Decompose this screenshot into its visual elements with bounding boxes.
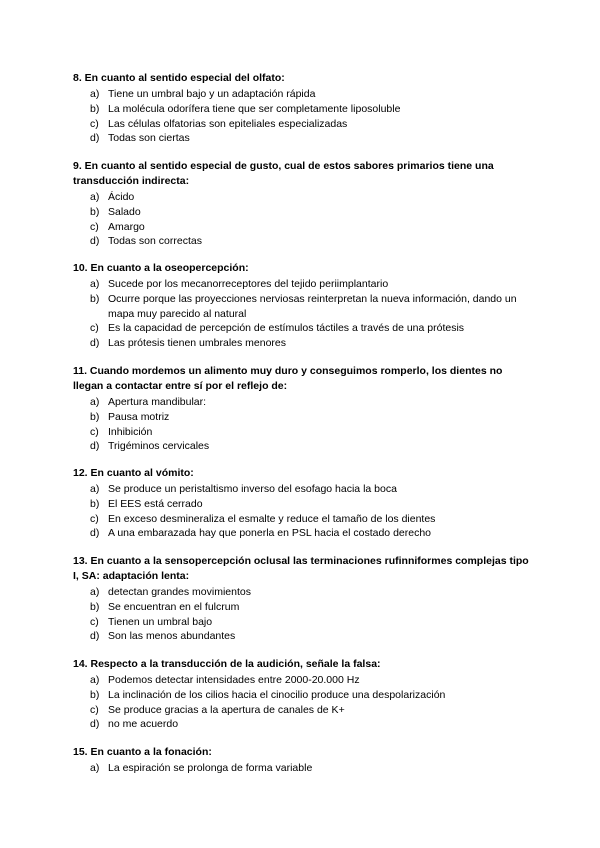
- option-text: no me acuerdo: [108, 718, 179, 731]
- option-c: [73, 512, 533, 527]
- question-title: 11. Cuando mordemos un alimento muy duro y conseguimos romperlo, los dientes no llegan a contactar entre sí por el reflejo de:: [73, 365, 503, 392]
- option-label: c): [90, 220, 99, 233]
- option-c: [73, 703, 533, 718]
- option-a: [73, 87, 533, 102]
- question-title: 8. En cuanto al sentido especial del olfato:: [73, 72, 285, 84]
- option-label: b): [90, 410, 100, 423]
- option-a: [73, 277, 533, 292]
- option-label: b): [90, 205, 100, 218]
- question-14: [73, 657, 533, 732]
- option-c: [73, 425, 533, 440]
- option-d: [73, 439, 533, 454]
- option-label: c): [90, 703, 99, 716]
- option-text: detectan grandes movimientos: [108, 586, 251, 598]
- option-text: Es la capacidad de percepción de estímulos táctiles a través de una prótesis: [108, 322, 465, 335]
- question-13: [73, 554, 533, 644]
- option-d: [73, 336, 533, 351]
- option-text: En exceso desmineraliza el esmalte y reduce el tamaño de los dientes: [108, 512, 436, 525]
- option-text: Se produce un peristaltismo inverso del esofago hacia la boca: [108, 483, 397, 495]
- question-15: [73, 745, 533, 776]
- option-label: d): [90, 337, 100, 350]
- option-text: Tienen un umbral bajo: [108, 615, 213, 628]
- option-a: [73, 585, 533, 600]
- option-b: [73, 410, 533, 425]
- option-text: Todas son ciertas: [108, 132, 190, 145]
- option-label: c): [90, 322, 99, 335]
- option-text: Pausa motriz: [108, 410, 170, 423]
- option-label: a): [90, 191, 100, 203]
- option-label: c): [90, 615, 99, 628]
- question-title: 15. En cuanto a la fonación:: [73, 746, 212, 758]
- option-a: [73, 395, 533, 410]
- option-text: Podemos detectar intensidades entre 2000-20.000 Hz: [108, 674, 360, 686]
- question-10: [73, 261, 533, 351]
- option-label: c): [90, 425, 99, 438]
- question-title: 10. En cuanto a la oseopercepción:: [73, 262, 249, 274]
- question-8: [73, 71, 533, 146]
- option-text: Las células olfatorias son epiteliales especializadas: [108, 117, 348, 130]
- option-a: [73, 190, 533, 205]
- option-a: [73, 482, 533, 497]
- question-11: [73, 364, 533, 454]
- option-list: [73, 585, 533, 644]
- option-label: d): [90, 718, 100, 731]
- option-text: La espiración se prolonga de forma variable: [108, 762, 313, 774]
- question-title: 13. En cuanto a la sensopercepción oclusal las terminaciones rufinniformes complejas tipo I, SA: adaptación lenta:: [73, 555, 529, 582]
- question-9: [73, 159, 533, 249]
- option-label: a): [90, 396, 100, 408]
- question-title: 9. En cuanto al sentido especial de gusto, cual de estos sabores primarios tiene una transducción indirecta:: [73, 160, 494, 187]
- option-text: El EES está cerrado: [108, 497, 203, 510]
- option-list: [73, 87, 533, 146]
- option-list: [73, 190, 533, 249]
- option-text: Apertura mandibular:: [108, 396, 207, 408]
- option-label: a): [90, 762, 100, 774]
- option-text: Se produce gracias a la apertura de canales de K+: [108, 703, 345, 716]
- option-text: Tiene un umbral bajo y un adaptación rápida: [108, 88, 316, 100]
- option-a: [73, 673, 533, 688]
- option-text: Amargo: [108, 220, 145, 233]
- option-label: b): [90, 102, 100, 115]
- option-b: [73, 600, 533, 615]
- option-text: Son las menos abundantes: [108, 630, 236, 643]
- option-c: [73, 220, 533, 235]
- option-text: Sucede por los mecanorreceptores del tejido periimplantario: [108, 278, 389, 290]
- option-label: d): [90, 527, 100, 540]
- option-label: d): [90, 440, 100, 453]
- option-text: Se encuentran en el fulcrum: [108, 600, 240, 613]
- option-b: [73, 688, 533, 703]
- option-list: [73, 277, 533, 351]
- option-label: a): [90, 88, 100, 100]
- option-label: a): [90, 674, 100, 686]
- option-b: [73, 497, 533, 512]
- option-list: [73, 482, 533, 541]
- option-label: b): [90, 600, 100, 613]
- option-label: a): [90, 483, 100, 495]
- option-text: Ácido: [108, 191, 135, 203]
- option-c: [73, 117, 533, 132]
- option-c: [73, 615, 533, 630]
- option-text: Trigéminos cervicales: [108, 440, 210, 453]
- option-text: Ocurre porque las proyecciones nerviosas reinterpretan la nueva información, dando un mapa muy parecido al natural: [108, 292, 517, 320]
- question-12: [73, 466, 533, 541]
- question-title: 12. En cuanto al vómito:: [73, 467, 194, 479]
- option-d: [73, 526, 533, 541]
- option-label: c): [90, 117, 99, 130]
- option-label: d): [90, 235, 100, 248]
- option-d: [73, 131, 533, 146]
- option-label: d): [90, 132, 100, 145]
- option-b: [73, 292, 533, 322]
- option-d: [73, 234, 533, 249]
- option-label: b): [90, 497, 100, 510]
- option-d: [73, 717, 533, 732]
- option-a: [73, 761, 533, 776]
- option-list: [73, 761, 533, 776]
- option-label: a): [90, 278, 100, 290]
- option-text: La molécula odorífera tiene que ser completamente liposoluble: [108, 102, 401, 115]
- option-text: Las prótesis tienen umbrales menores: [108, 337, 287, 350]
- option-list: [73, 395, 533, 454]
- option-b: [73, 205, 533, 220]
- option-text: Salado: [108, 205, 141, 218]
- question-title: 14. Respecto a la transducción de la audición, señale la falsa:: [73, 658, 381, 670]
- option-label: c): [90, 512, 99, 525]
- option-text: A una embarazada hay que ponerla en PSL hacia el costado derecho: [108, 527, 432, 540]
- option-label: b): [90, 688, 100, 701]
- option-label: a): [90, 586, 100, 598]
- option-text: Inhibición: [108, 425, 153, 438]
- option-text: Todas son correctas: [108, 235, 202, 248]
- option-b: [73, 102, 533, 117]
- option-d: [73, 629, 533, 644]
- option-c: [73, 321, 533, 336]
- option-label: d): [90, 630, 100, 643]
- option-list: [73, 673, 533, 732]
- option-label: b): [90, 292, 100, 305]
- option-text: La inclinación de los cilios hacia el cinocilio produce una despolarización: [108, 688, 446, 701]
